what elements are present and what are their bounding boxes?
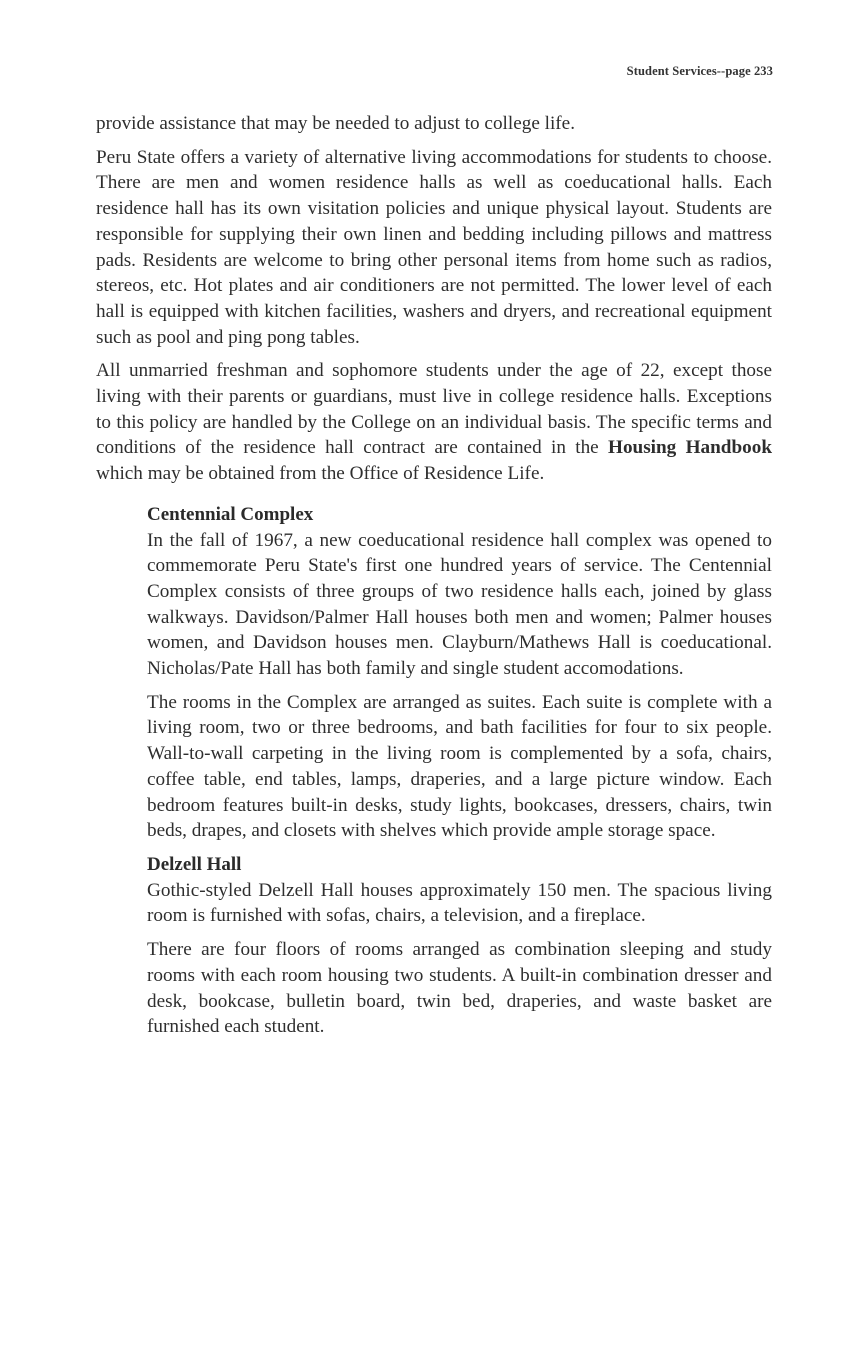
- delzell-paragraph-1: Gothic-styled Delzell Hall houses approximately 150 men. The spacious living room is furnished with sofas, chairs, a television, and a fireplace.: [147, 879, 772, 927]
- intro-paragraph-1: provide assistance that may be needed to adjust to college life.: [96, 113, 575, 134]
- delzell-hall-section: [147, 852, 772, 1040]
- centennial-complex-section: [147, 502, 772, 844]
- intro-paragraph-2: Peru State offers a variety of alternative living accommodations for students to choose. There are men and women residence halls as well as coeducational halls. Each residence hall has its own visitation policies and unique physical layout. Students are responsible for supplying their own linen and bedding including pillows and mattress pads. Residents are welcome to bring other personal items from home such as radios, stereos, etc. Hot plates and air conditioners are not permitted. The lower level of each hall is equipped with kitchen facilities, washers and dryers, and recreational equipment such as pool and ping pong tables.: [96, 146, 772, 348]
- intro-paragraph-3-text-a: All unmarried freshman and sophomore students under the age of 22, except those living with their parents or guardians, must live in college residence halls. Exceptions to this policy are handled by the College on an individual basis. The specific terms and conditions of the residence hall contract are contained in the: [96, 360, 772, 459]
- centennial-complex-heading: Centennial Complex: [147, 503, 314, 525]
- intro-paragraph-3-text-b: which may be obtained from the Office of Residence Life.: [96, 463, 545, 485]
- running-head: Student Services--page 233: [626, 64, 773, 78]
- delzell-paragraph-2: There are four floors of rooms arranged as combination sleeping and study rooms with each room housing two students. A built-in combination dresser and desk, bookcase, bulletin board, twin bed, draperies, and waste basket are furnished each student.: [147, 939, 772, 1038]
- centennial-paragraph-1: In the fall of 1967, a new coeducational residence hall complex was opened to commemorate Peru State's first one hundred years of service. The Centennial Complex consists of three groups of two residence halls each, joined by glass walkways. Davidson/Palmer Hall houses both men and women; Palmer houses women, and Davidson houses men. Clayburn/Mathews Hall is coeducational. Nicholas/Pate Hall has both family and single student accomodations.: [147, 529, 772, 680]
- delzell-hall-heading: Delzell Hall: [147, 853, 242, 875]
- housing-handbook-title: Housing Handbook: [608, 437, 772, 459]
- intro-paragraph-3: [96, 358, 772, 487]
- body-text: [96, 111, 772, 1048]
- centennial-paragraph-2: The rooms in the Complex are arranged as suites. Each suite is complete with a living room, two or three bedrooms, and bath facilities for four to six people. Wall-to-wall carpeting in the living room is complemented by a sofa, chairs, coffee table, end tables, lamps, draperies, and a large picture window. Each bedroom features built-in desks, study lights, bookcases, dressers, chairs, twin beds, drapes, and closets with shelves which provide ample storage space.: [147, 691, 772, 842]
